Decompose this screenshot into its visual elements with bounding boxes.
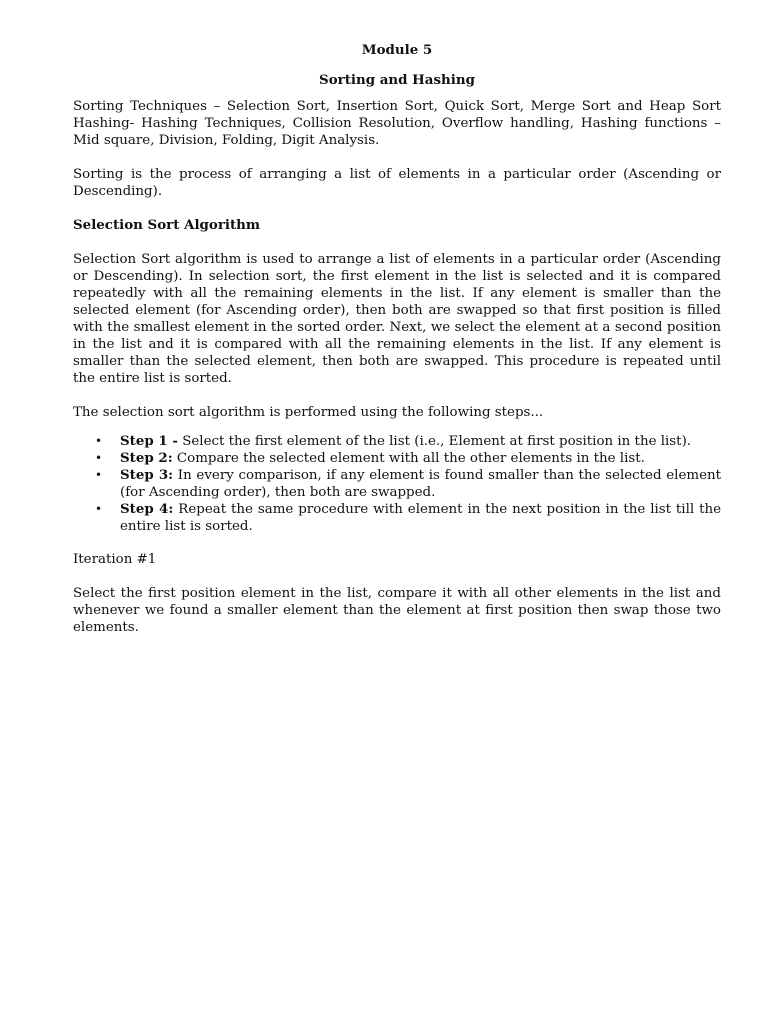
steps-intro: The selection sort algorithm is performed using the following steps... [73, 405, 544, 420]
bullet-icon: • [95, 502, 103, 516]
document-page [73, 42, 721, 653]
module-title: Module 5 [361, 42, 433, 58]
steps-list [73, 433, 721, 535]
chapter-title: Sorting and Hashing [319, 72, 475, 88]
step-label: Step 1 - [120, 433, 178, 449]
bullet-icon: • [95, 434, 103, 448]
step-text: In every comparison, if any element is found smaller than the selected element (for Ascending order), then both are swapped. [120, 468, 721, 500]
selection-sort-description: Selection Sort algorithm is used to arrange a list of elements in a particular order (Ascending or Descending). In selection sort, the first element in the list is selected and it is compared repeatedly with all the remaining elements in the list. If any element is smaller than the selected element (for Ascending order), then both are swapped so that first position is filled with the smallest element in the sorted order. Next, we select the element at a second position in the list and it is compared with all the remaining elements in the list. If any element is smaller than the selected element, then both are swapped. This procedure is repeated until the entire list is sorted. [73, 252, 721, 386]
step-label: Step 4: [120, 501, 174, 517]
list-item-step-1 [73, 433, 721, 450]
step-label: Step 3: [120, 467, 174, 483]
bullet-icon: • [95, 451, 103, 465]
syllabus-paragraph: Sorting Techniques – Selection Sort, Insertion Sort, Quick Sort, Merge Sort and Heap Sort Hashing- Hashing Techniques, Collision Resolution, Overflow handling, Hashing functions – Mid square, Division, Folding, Digit Analysis. [73, 99, 721, 148]
list-item-step-3 [73, 467, 721, 501]
list-item-step-4 [73, 501, 721, 535]
step-label: Step 2: [120, 450, 173, 466]
step-text: Repeat the same procedure with element in the next position in the list till the entire list is sorted. [120, 502, 721, 534]
bullet-icon: • [95, 468, 103, 482]
section-heading-selection-sort: Selection Sort Algorithm [73, 217, 261, 233]
list-item-step-2 [73, 450, 721, 467]
step-text: Compare the selected element with all the other elements in the list. [172, 451, 645, 466]
sorting-definition-paragraph: Sorting is the process of arranging a list of elements in a particular order (Ascending or Descending). [73, 167, 721, 199]
iteration-paragraph: Select the first position element in the list, compare it with all other elements in the list and whenever we found a smaller element than the element at first position then swap those two elements. [73, 586, 721, 635]
step-text: Select the first element of the list (i.e., Element at first position in the list). [177, 434, 692, 449]
iteration-heading: Iteration #1 [73, 552, 157, 567]
